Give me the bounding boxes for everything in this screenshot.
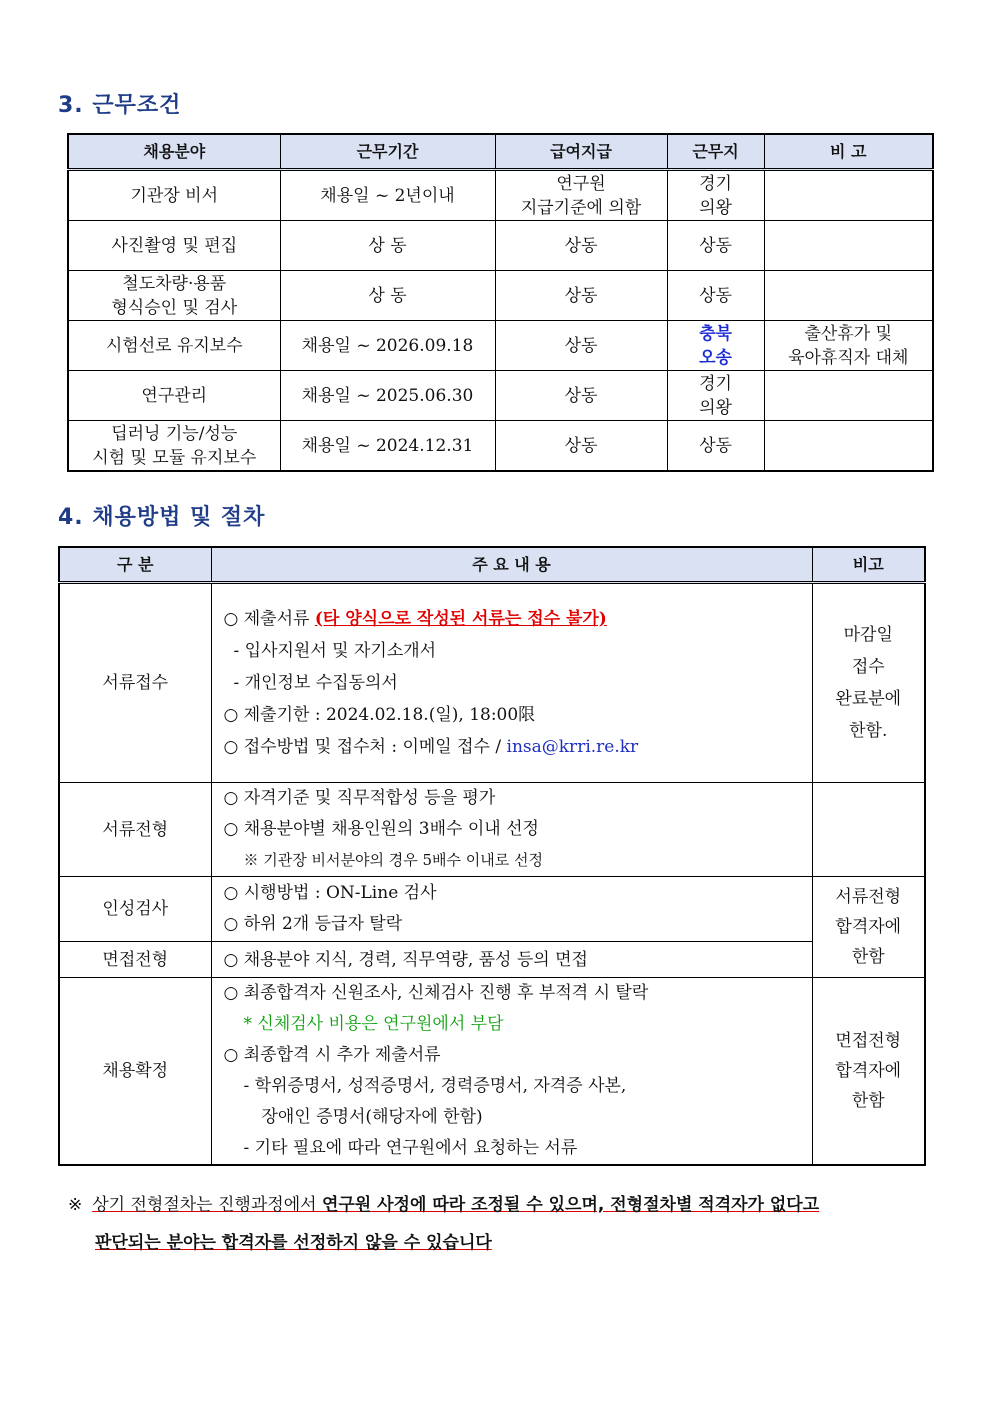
footer-notice bbox=[68, 1186, 928, 1262]
content-text: ○ 제출서류 bbox=[223, 609, 315, 629]
table-row bbox=[68, 170, 933, 221]
cell-place bbox=[667, 170, 764, 221]
cell-pay-line: 상동 bbox=[564, 335, 598, 356]
cell-pay bbox=[495, 170, 667, 221]
cell-period bbox=[280, 221, 495, 271]
cell-pay-line: 연구원 bbox=[556, 173, 606, 194]
work-conditions-header-row bbox=[68, 134, 933, 170]
work-conditions-table bbox=[67, 133, 934, 472]
section-3-title: 3. 근무조건 bbox=[58, 93, 182, 118]
footer-line-1 bbox=[68, 1186, 928, 1224]
content-line: - 개인정보 수집동의서 bbox=[233, 673, 398, 693]
cell-period bbox=[280, 321, 495, 371]
cell-note bbox=[764, 271, 933, 321]
remark-line: 한함. bbox=[849, 721, 888, 741]
cell-period-line: 채용일 ~ 2024.12.31 bbox=[301, 435, 474, 456]
cell-pay bbox=[495, 221, 667, 271]
footer-text-bold: 연구원 사정에 따라 조정될 수 있으며, 전형절차별 적격자가 없다고 bbox=[321, 1195, 820, 1215]
cell-period-line: 채용일 ~ 2026.09.18 bbox=[301, 335, 474, 356]
content-line: 장애인 증명서(해당자에 한함) bbox=[261, 1107, 483, 1127]
table-row bbox=[68, 371, 933, 421]
warning-text: (타 양식으로 작성된 서류는 접수 불가) bbox=[314, 609, 607, 629]
row-label: 면접전형 bbox=[59, 942, 211, 978]
content-line: - 학위증명서, 성적증명서, 경력증명서, 자격증 사본, bbox=[243, 1076, 627, 1096]
reference-mark: ※ bbox=[68, 1195, 83, 1215]
content-line: ○ 최종합격자 신원조사, 신체검사 진행 후 부적격 시 탈락 bbox=[223, 983, 649, 1003]
cell-period bbox=[280, 371, 495, 421]
table-row bbox=[59, 583, 925, 783]
header-period: 근무기간 bbox=[280, 134, 495, 170]
cell-period bbox=[280, 421, 495, 472]
remark-line: 서류전형 bbox=[835, 887, 902, 907]
email-link[interactable]: insa@krri.re.kr bbox=[506, 737, 639, 757]
remark-line: 완료분에 bbox=[835, 689, 902, 709]
cell-period-line: 채용일 ~ 2025.06.30 bbox=[301, 385, 474, 406]
cell-field-line: 연구관리 bbox=[141, 385, 208, 406]
content-line: ○ 자격기준 및 직무적합성 등을 평가 bbox=[223, 788, 496, 808]
table-row bbox=[59, 783, 925, 877]
content-line: - 기타 필요에 따라 연구원에서 요청하는 서류 bbox=[243, 1138, 578, 1158]
cell-place-line: 경기 bbox=[699, 373, 732, 394]
table-row bbox=[59, 942, 925, 978]
cell-note-line: 출산휴가 및 bbox=[804, 323, 892, 344]
content-note: ※ 기관장 비서분야의 경우 5배수 이내로 선정 bbox=[243, 851, 543, 869]
table-row bbox=[59, 877, 925, 942]
row-remark bbox=[812, 783, 925, 877]
table-row bbox=[68, 221, 933, 271]
cell-place-line: 충북 bbox=[699, 323, 732, 344]
cell-note bbox=[764, 371, 933, 421]
header-content: 주 요 내 용 bbox=[211, 547, 812, 583]
cell-field-line: 사진촬영 및 편집 bbox=[111, 235, 238, 256]
header-remark: 비고 bbox=[812, 547, 925, 583]
cell-field-line: 시험 및 모듈 유지보수 bbox=[92, 447, 257, 468]
section-4-title: 4. 채용방법 및 절차 bbox=[58, 505, 266, 530]
row-remark bbox=[812, 978, 925, 1166]
cell-place-line: 오송 bbox=[699, 347, 732, 368]
cell-field-line: 딥러닝 기능/성능 bbox=[111, 423, 238, 444]
cell-field bbox=[68, 321, 280, 371]
cell-field bbox=[68, 421, 280, 472]
cell-place-line: 의왕 bbox=[699, 197, 732, 218]
cell-place bbox=[667, 321, 764, 371]
footer-text-bold-2: 판단되는 분야는 합격자를 선정하지 않을 수 있습니다 bbox=[95, 1233, 492, 1253]
cell-pay bbox=[495, 321, 667, 371]
table-row bbox=[59, 978, 925, 1166]
cell-note bbox=[764, 170, 933, 221]
cell-place-line: 경기 bbox=[699, 173, 732, 194]
cell-field bbox=[68, 170, 280, 221]
cell-period-line: 상 동 bbox=[368, 285, 407, 306]
cell-place bbox=[667, 221, 764, 271]
cell-place-line: 상동 bbox=[699, 235, 732, 256]
cell-pay-line: 상동 bbox=[564, 385, 598, 406]
cell-field bbox=[68, 371, 280, 421]
remark-line: 면접전형 bbox=[835, 1031, 902, 1051]
header-pay: 급여지급 bbox=[495, 134, 667, 170]
row-remark bbox=[812, 583, 925, 783]
remark-line: 마감일 bbox=[843, 625, 893, 645]
cell-pay bbox=[495, 421, 667, 472]
remark-line: 합격자에 bbox=[835, 1061, 902, 1081]
cell-pay bbox=[495, 371, 667, 421]
remark-line: 한함 bbox=[851, 1091, 885, 1111]
remark-line: 접수 bbox=[851, 657, 885, 677]
cell-pay-line: 지급기준에 의함 bbox=[520, 197, 642, 218]
cell-place bbox=[667, 271, 764, 321]
header-field: 채용분야 bbox=[68, 134, 280, 170]
content-text: ○ 접수방법 및 접수처 : 이메일 접수 / bbox=[223, 737, 507, 757]
cell-period-line: 채용일 ~ 2년이내 bbox=[320, 185, 455, 206]
content-line: ○ 제출기한 : 2024.02.18.(일), 18:00限 bbox=[223, 705, 536, 725]
header-note: 비 고 bbox=[764, 134, 933, 170]
row-content bbox=[211, 583, 812, 783]
remark-line: 합격자에 bbox=[835, 917, 902, 937]
cell-field-line: 기관장 비서 bbox=[130, 185, 218, 206]
cell-pay-line: 상동 bbox=[564, 235, 598, 256]
content-line bbox=[224, 731, 808, 763]
cell-period bbox=[280, 170, 495, 221]
content-line bbox=[224, 603, 808, 635]
row-label: 채용확정 bbox=[59, 978, 211, 1166]
remark-line: 한함 bbox=[851, 947, 885, 967]
cell-note bbox=[764, 221, 933, 271]
cell-field bbox=[68, 271, 280, 321]
cell-note-line: 육아휴직자 대체 bbox=[788, 347, 909, 368]
cell-note bbox=[764, 421, 933, 472]
cell-place bbox=[667, 421, 764, 472]
row-remark bbox=[812, 877, 925, 978]
cell-field bbox=[68, 221, 280, 271]
content-line: ○ 채용분야별 채용인원의 3배수 이내 선정 bbox=[223, 819, 539, 839]
content-note: * 신체검사 비용은 연구원에서 부담 bbox=[243, 1014, 504, 1034]
row-label: 인성검사 bbox=[59, 877, 211, 942]
cell-period-line: 상 동 bbox=[368, 235, 407, 256]
cell-period bbox=[280, 271, 495, 321]
row-content bbox=[211, 783, 812, 877]
content-line: ○ 시행방법 : ON-Line 검사 bbox=[223, 883, 437, 903]
cell-field-line: 시험선로 유지보수 bbox=[105, 335, 243, 356]
cell-field-line: 철도차량·용품 bbox=[122, 273, 227, 294]
procedure-header-row bbox=[59, 547, 925, 583]
cell-pay-line: 상동 bbox=[564, 285, 598, 306]
cell-place bbox=[667, 371, 764, 421]
row-content bbox=[211, 877, 812, 942]
row-label: 서류전형 bbox=[59, 783, 211, 877]
content-line: - 입사지원서 및 자기소개서 bbox=[233, 641, 437, 661]
row-label: 서류접수 bbox=[59, 583, 211, 783]
table-row bbox=[68, 421, 933, 472]
header-place: 근무지 bbox=[667, 134, 764, 170]
header-category: 구 분 bbox=[59, 547, 211, 583]
cell-place-line: 의왕 bbox=[699, 397, 732, 418]
cell-place-line: 상동 bbox=[699, 285, 732, 306]
cell-note bbox=[764, 321, 933, 371]
content-line: ○ 하위 2개 등급자 탈락 bbox=[223, 914, 403, 934]
cell-place-line: 상동 bbox=[699, 435, 732, 456]
cell-pay bbox=[495, 271, 667, 321]
footer-line-2 bbox=[68, 1224, 928, 1262]
table-row bbox=[68, 321, 933, 371]
cell-pay-line: 상동 bbox=[564, 435, 598, 456]
content-line: ○ 채용분야 지식, 경력, 직무역량, 품성 등의 면접 bbox=[223, 949, 588, 970]
row-content bbox=[211, 978, 812, 1166]
table-row bbox=[68, 271, 933, 321]
footer-text-plain: 상기 전형절차는 진행과정에서 bbox=[92, 1195, 322, 1215]
row-content bbox=[211, 942, 812, 978]
content-line: ○ 최종합격 시 추가 제출서류 bbox=[223, 1045, 441, 1065]
recruitment-procedure-table bbox=[58, 546, 926, 1166]
cell-field-line: 형식승인 및 검사 bbox=[111, 297, 238, 318]
